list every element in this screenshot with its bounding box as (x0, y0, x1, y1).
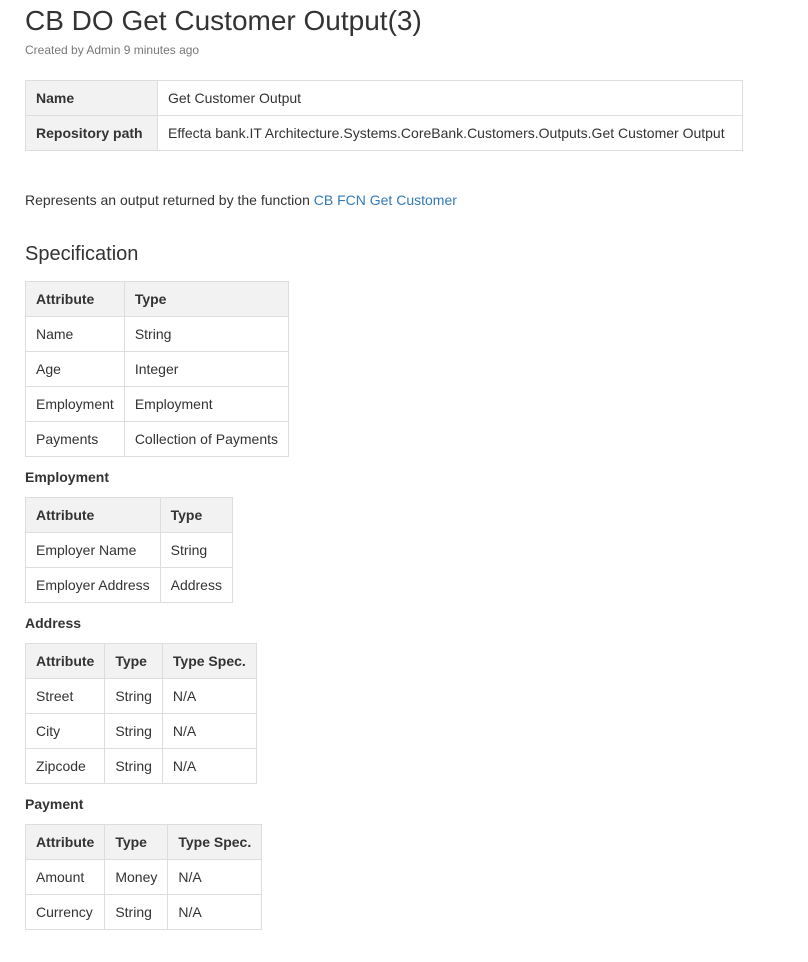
table-cell: City (26, 714, 105, 749)
column-header: Type Spec. (168, 825, 262, 860)
table-row (26, 387, 289, 422)
address-table (25, 643, 257, 784)
table-row (26, 352, 289, 387)
employment-table (25, 497, 233, 603)
table-header-row (26, 825, 262, 860)
column-header: Attribute (26, 644, 105, 679)
table-row (26, 679, 257, 714)
table-cell: Name (26, 317, 125, 352)
column-header: Type (105, 825, 168, 860)
table-cell: String (124, 317, 288, 352)
table-cell: Address (160, 568, 232, 603)
column-header: Type (160, 498, 232, 533)
table-cell: Employer Address (26, 568, 161, 603)
table-cell: N/A (162, 749, 256, 784)
table-cell: Street (26, 679, 105, 714)
column-header: Type (124, 282, 288, 317)
property-value: Effecta bank.IT Architecture.Systems.CoreBank.Customers.Outputs.Get Customer Output (158, 116, 743, 151)
column-header: Attribute (26, 282, 125, 317)
page-title: CB DO Get Customer Output(3) (25, 5, 422, 36)
table-cell: Money (105, 860, 168, 895)
table-row (26, 568, 233, 603)
table-cell: String (105, 714, 163, 749)
table-cell: String (105, 749, 163, 784)
table-row (26, 81, 743, 116)
property-key: Name (26, 81, 158, 116)
payment-table (25, 824, 262, 930)
table-row (26, 317, 289, 352)
table-header-row (26, 498, 233, 533)
column-header: Attribute (26, 825, 105, 860)
table-row (26, 116, 743, 151)
table-cell: Amount (26, 860, 105, 895)
table-header-row (26, 282, 289, 317)
table-row (26, 533, 233, 568)
table-cell: Age (26, 352, 125, 387)
table-row (26, 749, 257, 784)
column-header: Type Spec. (162, 644, 256, 679)
table-cell: N/A (162, 714, 256, 749)
table-cell: String (105, 679, 163, 714)
table-row (26, 714, 257, 749)
table-cell: N/A (168, 860, 262, 895)
table-cell: Currency (26, 895, 105, 930)
table-row (26, 860, 262, 895)
table-cell: Collection of Payments (124, 422, 288, 457)
properties-table (25, 80, 743, 151)
table-row (26, 895, 262, 930)
page-meta: Created by Admin 9 minutes ago (25, 43, 200, 57)
function-link[interactable]: CB FCN Get Customer (313, 192, 457, 208)
table-header-row (26, 644, 257, 679)
specification-table (25, 281, 289, 457)
table-cell: Payments (26, 422, 125, 457)
property-key: Repository path (26, 116, 158, 151)
column-header: Type (105, 644, 163, 679)
table-cell: Integer (124, 352, 288, 387)
address-heading: Address (25, 615, 82, 631)
table-row (26, 422, 289, 457)
description (25, 192, 457, 208)
table-cell: Employment (26, 387, 125, 422)
employment-heading: Employment (25, 469, 110, 485)
table-cell: Zipcode (26, 749, 105, 784)
table-cell: Employer Name (26, 533, 161, 568)
table-cell: String (105, 895, 168, 930)
specification-heading: Specification (25, 243, 139, 265)
table-cell: Employment (124, 387, 288, 422)
column-header: Attribute (26, 498, 161, 533)
table-cell: N/A (162, 679, 256, 714)
table-cell: String (160, 533, 232, 568)
description-text: Represents an output returned by the function (25, 192, 314, 208)
payment-heading: Payment (25, 796, 84, 812)
property-value: Get Customer Output (158, 81, 743, 116)
table-cell: N/A (168, 895, 262, 930)
